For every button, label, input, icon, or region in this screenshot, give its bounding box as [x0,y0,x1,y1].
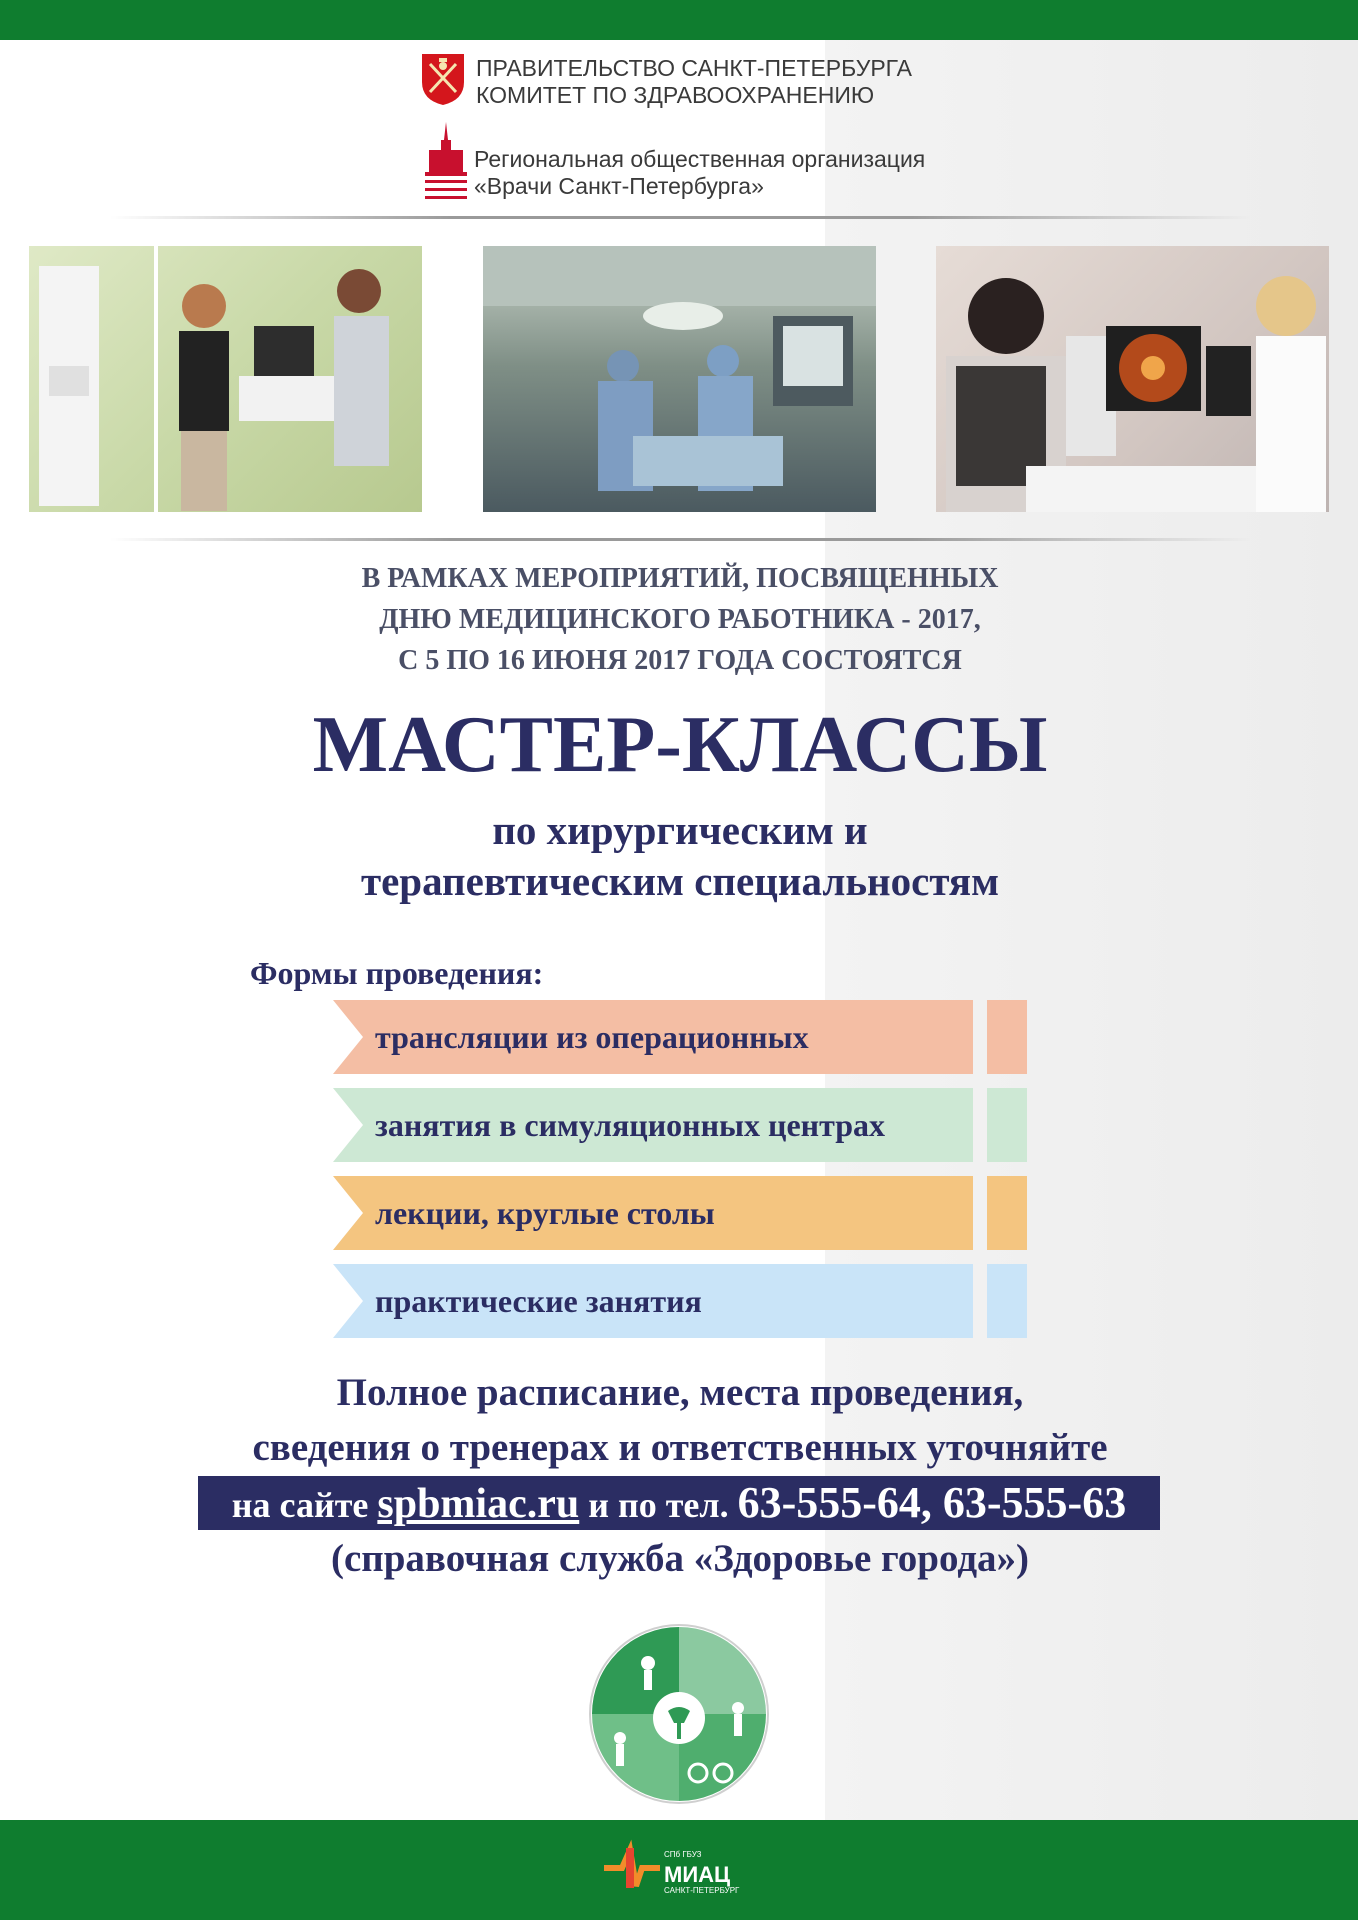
form-band-cap-1 [987,1000,1027,1074]
organization-type-line: Региональная общественная организация [474,146,926,172]
subhead-line-2: терапевтическим специальностям [360,858,1000,904]
intro-text [200,558,1160,681]
miac-name: МИАЦ [664,1862,731,1887]
photo-mammography-room [29,246,422,512]
form-band-cap-4 [987,1264,1027,1338]
form-band-cap-2 [987,1088,1027,1162]
doctors-organization-text [474,146,925,200]
schedule-line-1: Полное расписание, места проведения, [336,1371,1024,1414]
middle-divider [110,538,1250,541]
miac-city: САНКТ-ПЕТЕРБУРГ [664,1886,740,1895]
intro-line-3: С 5 ПО 16 ИЮНЯ 2017 ГОДА СОСТОЯТСЯ [398,645,962,676]
intro-line-2: ДНЮ МЕДИЦИНСКОГО РАБОТНИКА - 2017, [379,604,981,635]
contact-bar [198,1476,1160,1530]
government-committee-text [476,55,912,109]
contact-prefix: на сайте [231,1485,378,1525]
form-item-1: трансляции из операционных [375,1019,809,1055]
photo-ophthalmology-exam [936,246,1329,512]
photo-operating-room [483,246,876,512]
schedule-line-2: сведения о тренерах и ответственных уточняйте [252,1426,1108,1469]
forms-label: Формы проведения: [250,955,544,991]
committee-line: КОМИТЕТ ПО ЗДРАВООХРАНЕНИЮ [476,82,875,108]
organization-name-line: «Врачи Санкт-Петербурга» [474,173,764,199]
phone-numbers: 63-555-64, 63-555-63 [737,1478,1127,1527]
contact-middle: и по тел. [579,1485,738,1525]
top-divider [110,216,1250,219]
top-green-bar [0,0,1358,40]
health-circle-logo-icon [588,1623,770,1805]
help-service-line: (справочная служба «Здоровье города») [330,1537,1030,1580]
subhead-line-1: по хирургическим и [492,807,868,853]
form-item-2: занятия в симуляционных центрах [375,1107,885,1143]
doctors-organization-emblem-icon [423,122,469,206]
website-link[interactable]: spbmiac.ru [377,1481,580,1527]
government-line: ПРАВИТЕЛЬСТВО САНКТ-ПЕТЕРБУРГА [476,55,912,81]
intro-line-1: В РАМКАХ МЕРОПРИЯТИЙ, ПОСВЯЩЕННЫХ [361,563,999,594]
subheadline [200,805,1160,907]
miac-org-type: СПб ГБУЗ [664,1850,702,1859]
form-item-4: практические занятия [375,1283,702,1319]
headline: МАСТЕР-КЛАССЫ [312,701,1048,789]
spb-coat-of-arms-icon [420,52,466,106]
form-band-cap-3 [987,1176,1027,1250]
form-item-3: лекции, круглые столы [375,1195,715,1231]
